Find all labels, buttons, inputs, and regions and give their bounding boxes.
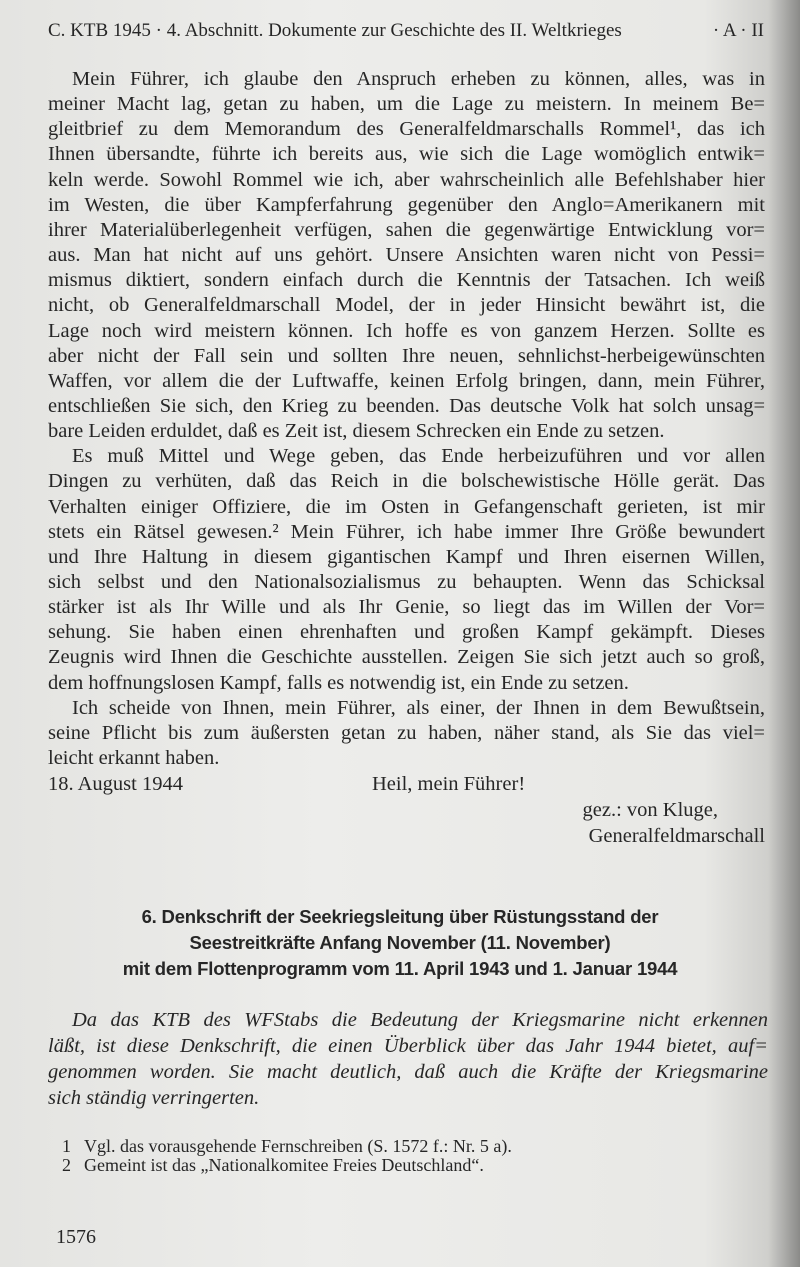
text-line: leicht erkannt haben. xyxy=(48,747,220,770)
text-line: sich selbst und den Nationalsozialismus zu behaupten. Wenn das Schicksal xyxy=(48,571,765,593)
text-line: dem hoffnungslosen Kampf, falls es notwendig ist, ein Ende zu setzen. xyxy=(48,671,629,694)
footnote-text: Gemeint ist das „Nationalkomitee Freies Deutschland“. xyxy=(84,1155,484,1175)
text-line: meiner Macht lag, getan zu haben, um die Lage zu meistern. In meinem Be= xyxy=(48,93,765,116)
text-line: aber nicht der Fall sein und sollten Ihre neuen, sehnlichst-herbeigewünschten xyxy=(48,344,765,367)
text-line: Es muß Mittel und Wege geben, das Ende herbeizuführen und vor allen xyxy=(72,445,765,468)
text-line: Dingen zu verhüten, daß das Reich in die bolschewistische Hölle gerät. Das xyxy=(48,470,765,493)
heading-line: Seestreitkräfte Anfang November (11. November) xyxy=(189,932,611,953)
page-number: 1576 xyxy=(56,1226,96,1248)
text-line: seine Pflicht bis zum äußersten getan zu haben, näher stand, als Sie das viel= xyxy=(48,721,765,744)
text-line: im Westen, die über Kampferfahrung gegenüber den Anglo=Amerikanern mit xyxy=(48,193,765,216)
footnote xyxy=(62,1155,484,1175)
text-line: stärker ist als Ihr Wille und als Ihr Genie, so liegt das im Willen der Vor= xyxy=(48,596,765,619)
intro-line: sich ständig verringerten. xyxy=(48,1087,260,1109)
text-line: stets ein Rätsel gewesen.² Mein Führer, ich habe immer Ihre Größe bewundert xyxy=(48,520,765,543)
letter-date: 18. August 1944 xyxy=(48,773,183,795)
text-line: aus. Man hat nicht auf uns gehört. Unsere Ansichten waren nicht von Pessi= xyxy=(48,244,765,267)
text-line: nicht, ob Generalfeldmarschall Model, der in jeder Hinsicht bewährt ist, die xyxy=(48,294,765,317)
intro-line: genommen worden. Sie macht deutlich, daß auch die Kräfte der Kriegsmarine xyxy=(48,1061,768,1083)
footnote-text: Vgl. das vorausgehende Fernschreiben (S. 1572 f.: Nr. 5 a). xyxy=(84,1136,512,1156)
running-header-section: · A · II xyxy=(712,20,764,41)
text-line: Verhalten einiger Offiziere, die im Osten in Gefangenschaft gerieten, ist mir xyxy=(48,495,765,518)
text-line: gleitbrief zu dem Memorandum des Generalfeldmarschalls Rommel¹, das ich xyxy=(48,118,765,141)
intro-line: läßt, ist diese Denkschrift, die einen Überblick über das Jahr 1944 bietet, auf= xyxy=(48,1035,768,1057)
text-line: mismus diktiert, sondern einfach durch die Kenntnis der Tatsachen. Ich weiß xyxy=(48,269,765,292)
heading-line: 6. Denkschrift der Seekriegsleitung über Rüstungsstand der xyxy=(141,906,659,927)
footnote-number: 2 xyxy=(62,1155,71,1175)
text-line: sehung. Sie haben einen ehrenhaften und großen Kampf gekämpft. Dieses xyxy=(48,621,765,644)
text-line: keln werde. Sowohl Rommel wie ich, aber wahrscheinlich alle Befehlshaber hier xyxy=(48,168,765,191)
footnote-number: 1 xyxy=(62,1136,71,1156)
letter-salutation: Heil, mein Führer! xyxy=(372,773,526,795)
text-line: ihrer Materialüberlegenheit verfügen, sahen die gegenwärtige Entwicklung vor= xyxy=(48,218,765,241)
text-line: bare Leiden erduldet, daß es Zeit ist, diesem Schrecken ein Ende zu setzen. xyxy=(48,420,665,443)
text-line: entschließen Sie sich, den Krieg zu beenden. Das deutsche Volk hat solch unsag= xyxy=(48,394,765,417)
signature-rank: Generalfeldmarschall xyxy=(588,825,765,847)
heading-line: mit dem Flottenprogramm vom 11. April 1943 und 1. Januar 1944 xyxy=(122,958,678,979)
text-line: Waffen, vor allem die der Luftwaffe, keinen Erfolg bringen, dann, mein Führer, xyxy=(48,369,765,392)
text-line: Lage noch wird meistern können. Ich hoffe es von ganzem Herzen. Sollte es xyxy=(48,319,765,342)
running-header xyxy=(48,20,764,42)
intro-line: Da das KTB des WFStabs die Bedeutung der Kriegsmarine nicht erkennen xyxy=(72,1009,768,1031)
signature: gez.: von Kluge, xyxy=(582,799,718,821)
text-line: und Ihre Haltung in diesem gigantischen Kampf und Ihren eisernen Willen, xyxy=(48,545,765,568)
text-line: Ich scheide von Ihnen, mein Führer, als einer, der Ihnen in dem Bewußtsein, xyxy=(72,696,765,719)
footnote xyxy=(62,1136,512,1156)
text-line: Ihnen übersandte, führte ich bereits aus, wie sich die Lage womöglich entwik= xyxy=(48,143,765,166)
text-line: Zeugnis wird Ihnen die Geschichte ausstellen. Zeigen Sie sich jetzt auch so groß, xyxy=(48,646,765,669)
text-line: Mein Führer, ich glaube den Anspruch erheben zu können, alles, was in xyxy=(72,68,765,90)
running-header-title: C. KTB 1945 · 4. Abschnitt. Dokumente zur Geschichte des II. Weltkrieges xyxy=(48,20,622,41)
